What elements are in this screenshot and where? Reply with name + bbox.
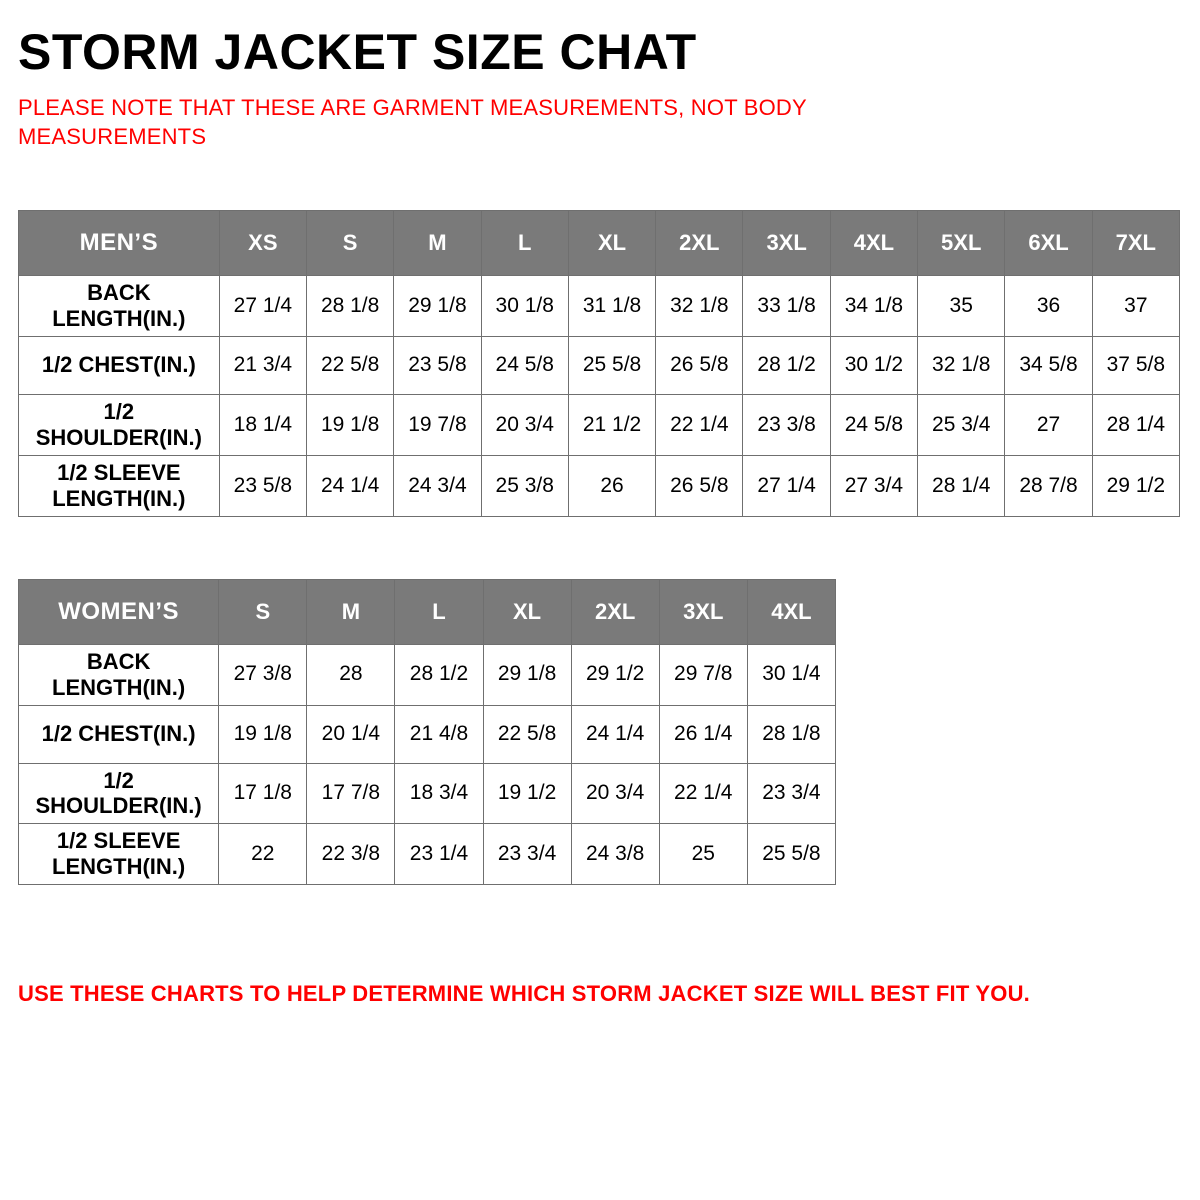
measurement-cell: 24 3/8 — [571, 824, 659, 885]
measurement-cell: 35 — [918, 275, 1005, 336]
table-row — [19, 644, 836, 705]
measurement-cell: 28 1/4 — [1092, 394, 1179, 455]
measurement-cell: 27 1/4 — [219, 275, 306, 336]
mens-corner-label: MEN’S — [19, 210, 220, 275]
measurement-cell: 22 1/4 — [656, 394, 743, 455]
mens-table-body — [19, 275, 1180, 516]
measurement-cell: 33 1/8 — [743, 275, 830, 336]
measurement-cell: 30 1/8 — [481, 275, 568, 336]
size-column-header: S — [219, 579, 307, 644]
womens-table-body — [19, 644, 836, 885]
womens-table-header — [19, 579, 836, 644]
measurement-cell: 37 — [1092, 275, 1179, 336]
size-column-header: 2XL — [571, 579, 659, 644]
measurement-cell: 25 5/8 — [747, 824, 835, 885]
measurement-cell: 17 1/8 — [219, 763, 307, 824]
measurement-row-label: 1/2 CHEST(IN.) — [19, 705, 219, 763]
measurement-cell: 28 1/8 — [747, 705, 835, 763]
measurement-cell: 22 5/8 — [483, 705, 571, 763]
table-row — [19, 275, 1180, 336]
mens-table-header — [19, 210, 1180, 275]
measurement-row-label: 1/2 SHOULDER(IN.) — [19, 394, 220, 455]
measurement-cell: 28 1/4 — [918, 455, 1005, 516]
measurement-cell: 19 1/8 — [306, 394, 393, 455]
measurement-cell: 21 1/2 — [568, 394, 655, 455]
measurement-cell: 21 3/4 — [219, 336, 306, 394]
size-column-header: XL — [568, 210, 655, 275]
measurement-cell: 18 1/4 — [219, 394, 306, 455]
measurement-cell: 28 — [307, 644, 395, 705]
measurement-row-label: BACK LENGTH(IN.) — [19, 275, 220, 336]
measurement-cell: 21 4/8 — [395, 705, 483, 763]
size-column-header: XL — [483, 579, 571, 644]
size-column-header: 5XL — [918, 210, 1005, 275]
size-column-header: 6XL — [1005, 210, 1092, 275]
measurement-cell: 24 3/4 — [394, 455, 481, 516]
measurement-row-label: 1/2 SHOULDER(IN.) — [19, 763, 219, 824]
womens-size-table-wrapper — [18, 579, 1182, 886]
measurement-cell: 23 5/8 — [219, 455, 306, 516]
measurement-cell: 24 1/4 — [571, 705, 659, 763]
measurement-cell: 28 7/8 — [1005, 455, 1092, 516]
measurement-cell: 31 1/8 — [568, 275, 655, 336]
measurement-cell: 24 1/4 — [306, 455, 393, 516]
table-row — [19, 824, 836, 885]
measurement-cell: 23 1/4 — [395, 824, 483, 885]
measurement-cell: 22 3/8 — [307, 824, 395, 885]
measurement-cell: 19 1/8 — [219, 705, 307, 763]
measurement-cell: 26 1/4 — [659, 705, 747, 763]
measurement-cell: 17 7/8 — [307, 763, 395, 824]
mens-header-row — [19, 210, 1180, 275]
measurement-cell: 30 1/4 — [747, 644, 835, 705]
size-column-header: 2XL — [656, 210, 743, 275]
measurement-cell: 36 — [1005, 275, 1092, 336]
size-column-header: M — [307, 579, 395, 644]
measurement-cell: 23 3/8 — [743, 394, 830, 455]
measurement-cell: 23 3/4 — [747, 763, 835, 824]
measurement-cell: 22 1/4 — [659, 763, 747, 824]
womens-header-row — [19, 579, 836, 644]
measurement-cell: 28 1/2 — [743, 336, 830, 394]
measurement-cell: 27 1/4 — [743, 455, 830, 516]
womens-size-table — [18, 579, 836, 886]
table-row — [19, 763, 836, 824]
mens-size-table — [18, 210, 1180, 517]
measurement-cell: 18 3/4 — [395, 763, 483, 824]
measurement-cell: 25 3/4 — [918, 394, 1005, 455]
size-column-header: L — [481, 210, 568, 275]
measurement-cell: 20 3/4 — [571, 763, 659, 824]
measurement-cell: 25 3/8 — [481, 455, 568, 516]
footer-help-note: USE THESE CHARTS TO HELP DETERMINE WHICH STORM JACKET SIZE WILL BEST FIT YOU. — [18, 981, 1030, 1007]
measurement-cell: 28 1/8 — [306, 275, 393, 336]
measurement-cell: 20 1/4 — [307, 705, 395, 763]
table-row — [19, 394, 1180, 455]
measurement-cell: 29 1/2 — [1092, 455, 1179, 516]
table-row — [19, 705, 836, 763]
measurement-cell: 24 5/8 — [830, 394, 917, 455]
measurement-cell: 28 1/2 — [395, 644, 483, 705]
size-column-header: L — [395, 579, 483, 644]
measurement-cell: 27 — [1005, 394, 1092, 455]
measurement-cell: 32 1/8 — [656, 275, 743, 336]
measurement-row-label: 1/2 SLEEVE LENGTH(IN.) — [19, 824, 219, 885]
page-title: STORM JACKET SIZE CHAT — [18, 24, 697, 80]
measurement-cell: 26 5/8 — [656, 336, 743, 394]
measurement-cell: 32 1/8 — [918, 336, 1005, 394]
measurement-cell: 19 1/2 — [483, 763, 571, 824]
size-column-header: 4XL — [747, 579, 835, 644]
measurement-cell: 29 1/2 — [571, 644, 659, 705]
measurement-cell: 29 7/8 — [659, 644, 747, 705]
measurement-cell: 24 5/8 — [481, 336, 568, 394]
measurement-cell: 37 5/8 — [1092, 336, 1179, 394]
size-column-header: 3XL — [743, 210, 830, 275]
size-column-header: 3XL — [659, 579, 747, 644]
measurement-cell: 30 1/2 — [830, 336, 917, 394]
measurement-row-label: 1/2 CHEST(IN.) — [19, 336, 220, 394]
measurement-cell: 27 3/8 — [219, 644, 307, 705]
measurement-cell: 25 5/8 — [568, 336, 655, 394]
measurement-cell: 27 3/4 — [830, 455, 917, 516]
womens-corner-label: WOMEN’S — [19, 579, 219, 644]
measurement-cell: 29 1/8 — [483, 644, 571, 705]
measurement-cell: 34 5/8 — [1005, 336, 1092, 394]
size-column-header: XS — [219, 210, 306, 275]
measurement-cell: 29 1/8 — [394, 275, 481, 336]
size-column-header: S — [306, 210, 393, 275]
measurement-cell: 26 — [568, 455, 655, 516]
table-row — [19, 455, 1180, 516]
measurement-row-label: 1/2 SLEEVE LENGTH(IN.) — [19, 455, 220, 516]
measurement-row-label: BACK LENGTH(IN.) — [19, 644, 219, 705]
measurement-cell: 23 3/4 — [483, 824, 571, 885]
size-column-header: M — [394, 210, 481, 275]
garment-measurement-note: PLEASE NOTE THAT THESE ARE GARMENT MEASUREMENTS, NOT BODY MEASUREMENTS — [18, 94, 807, 150]
size-column-header: 4XL — [830, 210, 917, 275]
measurement-cell: 20 3/4 — [481, 394, 568, 455]
mens-size-table-wrapper — [18, 210, 1182, 517]
size-column-header: 7XL — [1092, 210, 1179, 275]
measurement-cell: 26 5/8 — [656, 455, 743, 516]
measurement-cell: 19 7/8 — [394, 394, 481, 455]
measurement-cell: 25 — [659, 824, 747, 885]
measurement-cell: 22 — [219, 824, 307, 885]
measurement-cell: 23 5/8 — [394, 336, 481, 394]
measurement-cell: 34 1/8 — [830, 275, 917, 336]
table-row — [19, 336, 1180, 394]
measurement-cell: 22 5/8 — [306, 336, 393, 394]
